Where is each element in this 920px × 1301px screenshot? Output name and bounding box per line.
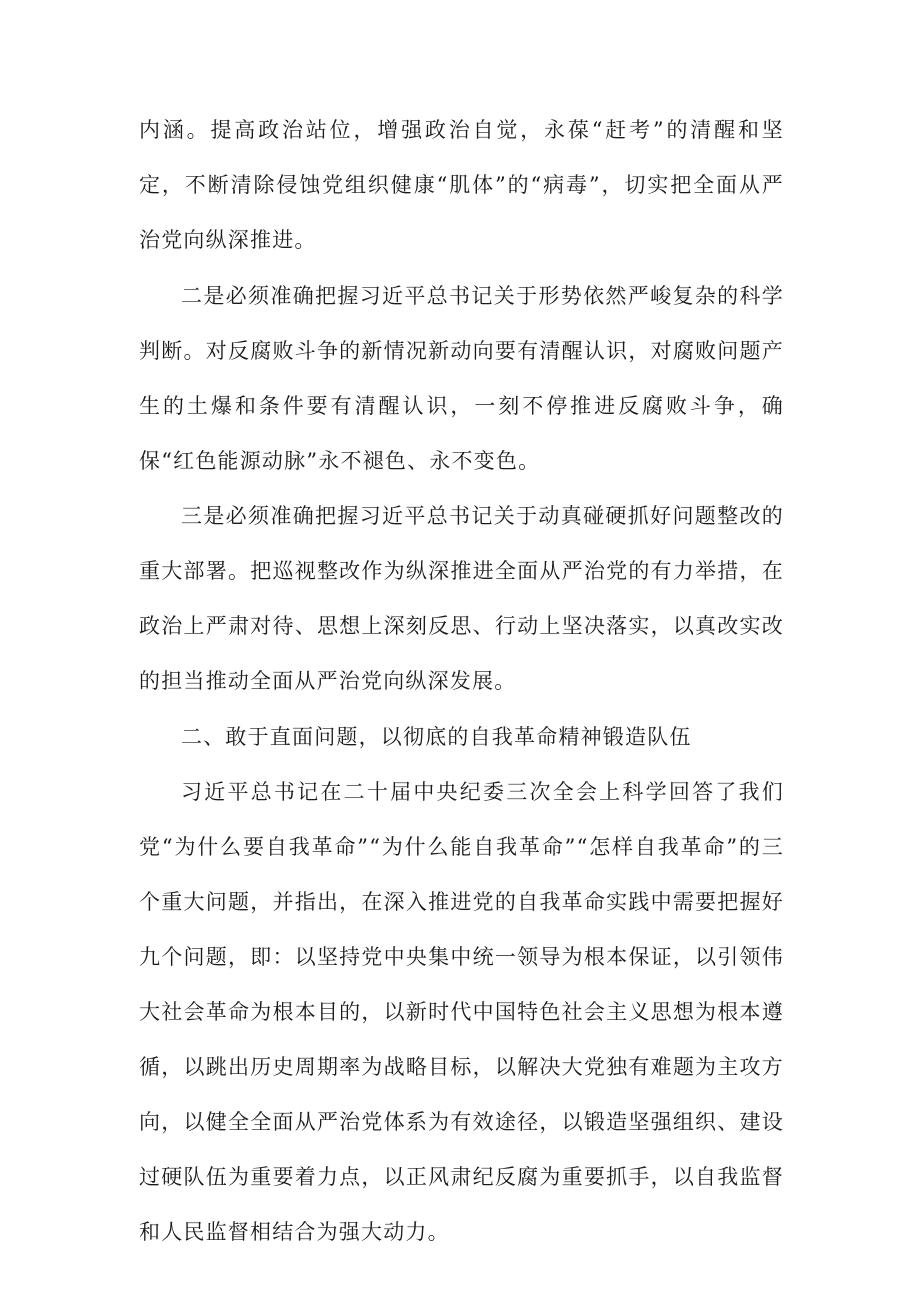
section-heading: 二、敢于直面问题，以彻底的自我革命精神锻造队伍 [181, 725, 692, 749]
paragraph-point-two: 二是必须准确把握习近平总书记关于形势依然严峻复杂的科学判断。对反腐败斗争的新情况新动向要有清醒认识，对腐败问题产生的土爆和条件要有清醒认识，一刻不停推进反腐败斗争，确保“红色能源动脉”永不褪色、永不变色。 [139, 284, 784, 473]
paragraph-continuation: 内涵。提高政治站位，增强政治自觉，永葆“赶考”的清醒和坚定，不断清除侵蚀党组织健康“肌体”的“病毒”，切实把全面从严治党向纵深推进。 [139, 118, 784, 252]
paragraph-point-three: 三是必须准确把握习近平总书记关于动真碰硬抓好问题整改的重大部署。把巡视整改作为纵深推进全面从严治党的有力举措，在政治上严肃对待、思想上深刻反思、行动上坚决落实，以真改实改的担当推动全面从严治党向纵深发展。 [139, 504, 784, 693]
paragraph-self-revolution: 习近平总书记在二十届中央纪委三次全会上科学回答了我们党“为什么要自我革命”“为什么能自我革命”“怎样自我革命”的三个重大问题，并指出，在深入推进党的自我革命实践中需要把握好九个问题，即：以坚持党中央集中统一领导为根本保证，以引领伟大社会革命为根本目的，以新时代中国特色社会主义思想为根本遵循，以跳出历史周期率为战略目标，以解决大党独有难题为主攻方向，以健全全面从严治党体系为有效途径，以锻造坚强组织、建设过硬队伍为重要着力点，以正风肃纪反腐为重要抓手，以自我监督和人民监督相结合为强大动力。 [139, 780, 784, 1244]
